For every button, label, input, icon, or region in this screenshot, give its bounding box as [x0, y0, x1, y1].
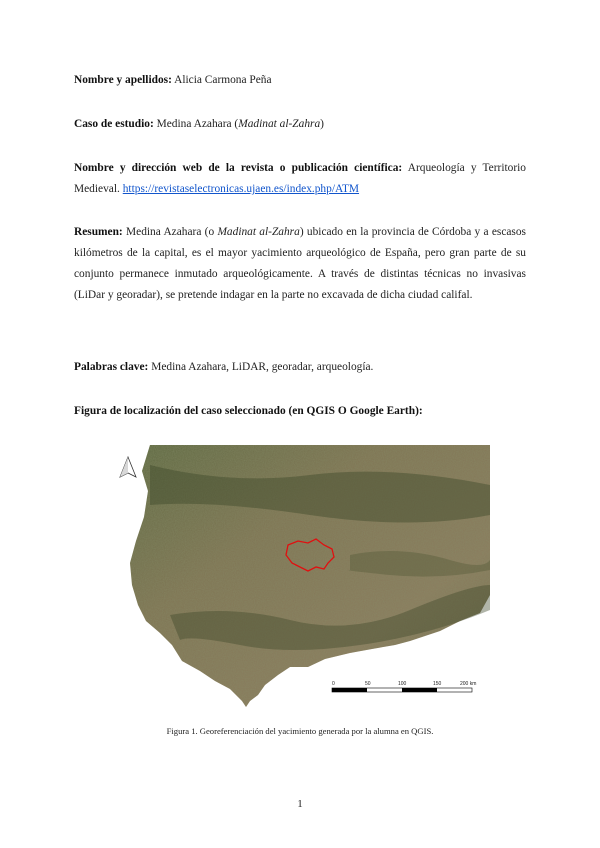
case-study-label: Caso de estudio: — [74, 118, 154, 130]
keywords-field — [74, 357, 526, 378]
keywords-label: Palabras clave: — [74, 361, 149, 373]
scale-label-150: 150 — [433, 681, 442, 687]
case-study-arabic-name: Madinat al-Zahra — [238, 118, 321, 130]
summary-text-start: Medina Azahara (o — [126, 226, 215, 238]
case-study-value: Medina Azahara ( — [156, 118, 239, 130]
journal-link[interactable]: https://revistaselectronicas.ujaen.es/index.php/ATM — [122, 183, 360, 195]
journal-label: Nombre y dirección web de la revista o publicación científica: — [74, 162, 403, 174]
case-study-field — [74, 114, 526, 135]
scale-label-50: 50 — [365, 681, 371, 687]
author-value: Alicia Carmona Peña — [174, 74, 272, 86]
summary-label: Resumen: — [74, 226, 123, 238]
summary-arabic-name: Madinat al-Zahra — [217, 226, 300, 238]
scale-label-0: 0 — [332, 681, 335, 687]
figure-heading-text: Figura de localización del caso seleccionado (en QGIS O Google Earth): — [74, 405, 423, 417]
satellite-map-image — [110, 445, 490, 710]
case-study-close: ) — [320, 118, 324, 130]
figure-caption: Figura 1. Georeferenciación del yacimiento generada por la alumna en QGIS. — [166, 726, 434, 736]
summary-field — [74, 222, 526, 306]
north-arrow-icon — [120, 457, 136, 477]
author-label: Nombre y apellidos: — [74, 74, 172, 86]
figure-heading — [74, 401, 526, 422]
keywords-value: Medina Azahara, LiDAR, georadar, arqueología. — [151, 361, 374, 373]
location-map — [110, 445, 490, 710]
journal-field — [74, 158, 526, 200]
scale-bar — [332, 681, 476, 692]
scale-label-100: 100 — [398, 681, 407, 687]
summary-text-rest: ) ubicado en la provincia de Córdoba y a escasos kilómetros de la capital, es el mayor yacimiento arqueológico de España, pero gran parte de su conjunto permanece inmutado arqueológicamente. A través de distintas técnicas no invasivas (LiDar y georadar), se pretende indagar en la parte no excavada de dicha ciudad califal. — [74, 226, 526, 301]
journal-value: Arqueología y Territorio Medieval. — [74, 162, 527, 195]
author-field — [74, 70, 526, 91]
page-number: 1 — [297, 798, 303, 810]
scale-label-200: 200 km — [460, 681, 477, 687]
